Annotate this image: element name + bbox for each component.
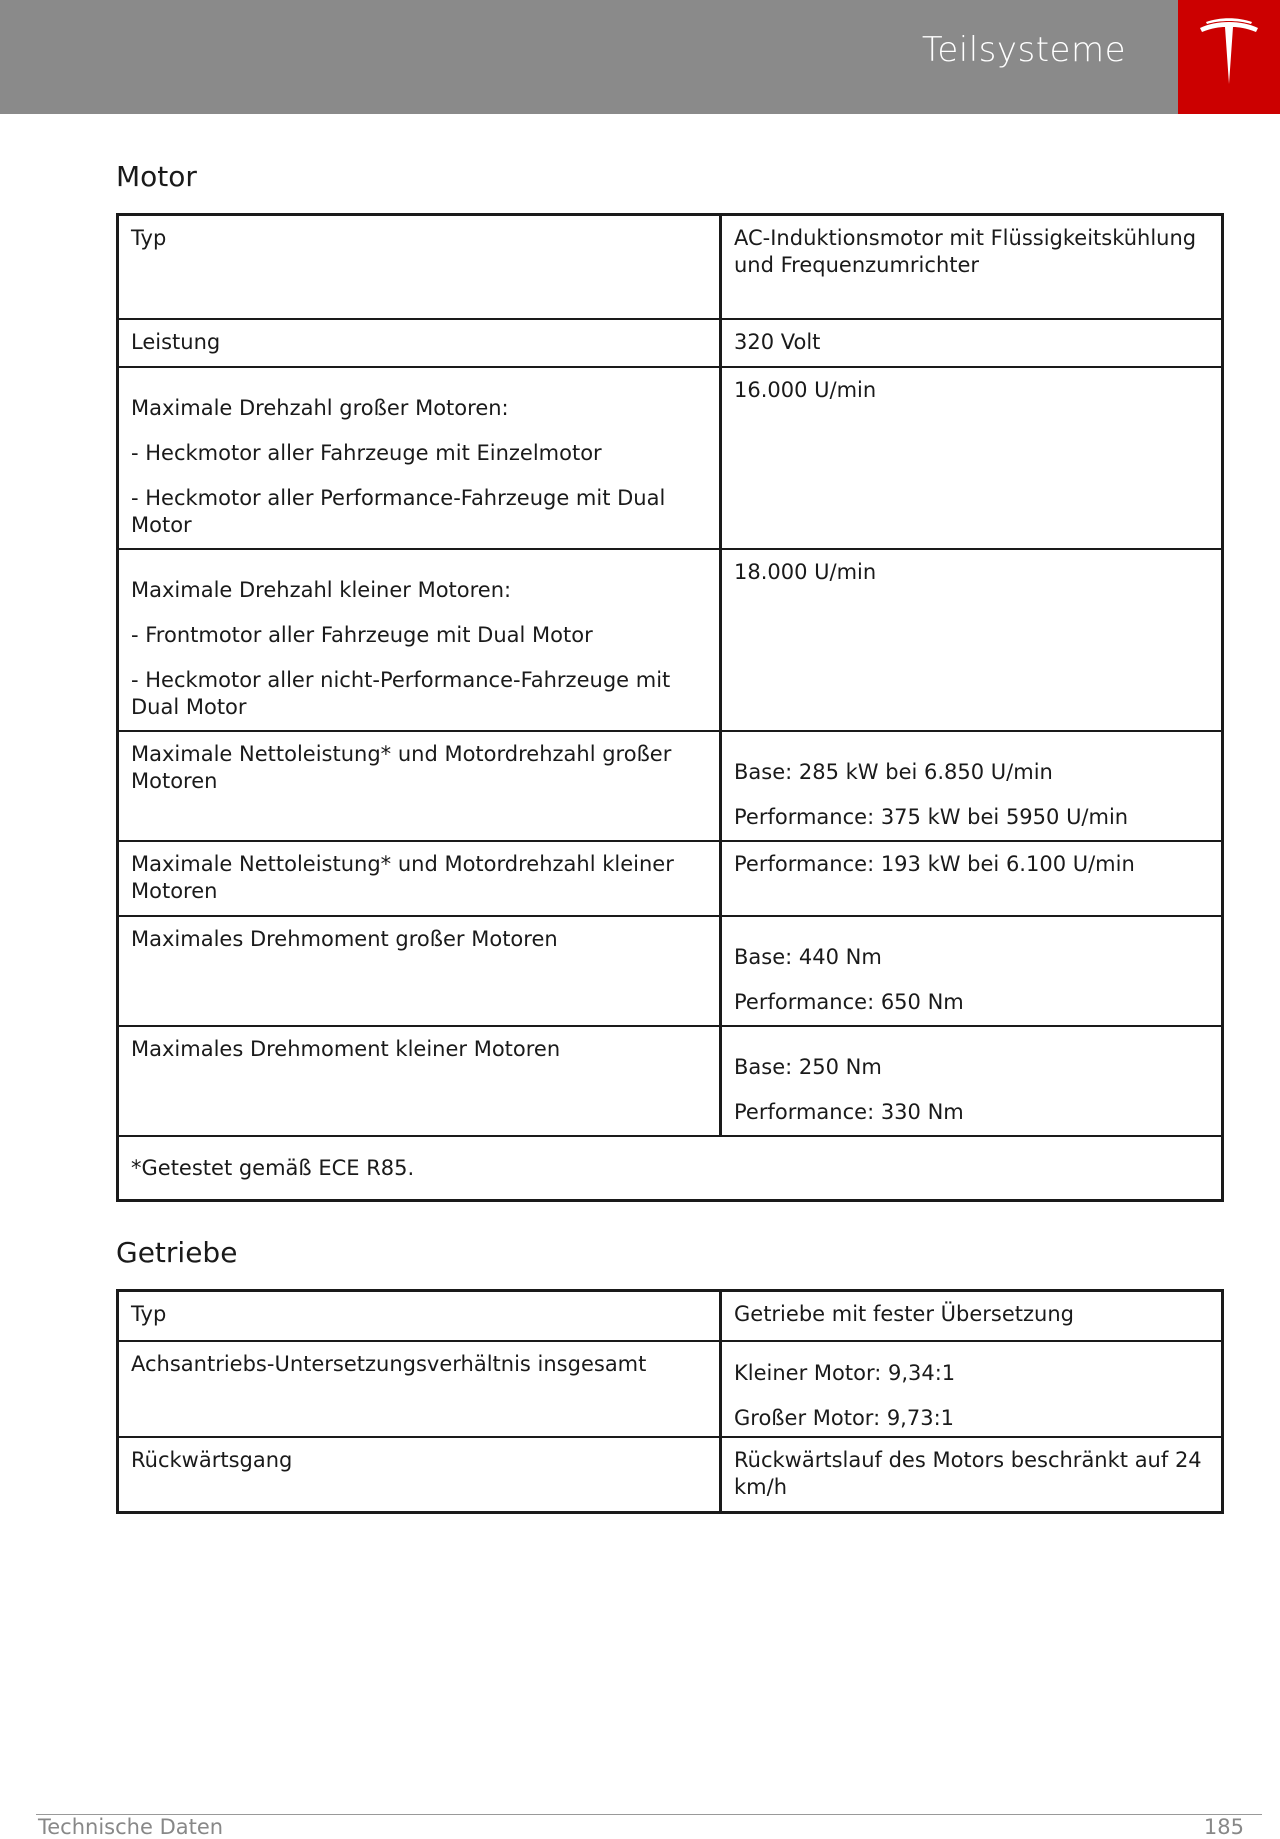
motor-value-cell (722, 842, 1221, 915)
motor-label-text: Maximale Nettoleistung* und Motordrehzahl kleiner Motoren (131, 852, 674, 903)
motor-label-text: Maximale Drehzahl kleiner Motoren: (131, 578, 512, 602)
motor-label-cell (119, 842, 722, 915)
motor-value-text: Performance: 650 Nm (734, 990, 964, 1014)
getriebe-value-cell (722, 1438, 1221, 1511)
motor-row (119, 366, 1221, 548)
motor-label-cell (119, 320, 722, 366)
footer-section-name: Technische Daten (38, 1815, 224, 1839)
motor-value-cell (722, 320, 1221, 366)
header-title: Teilsysteme (921, 30, 1126, 70)
page-number: 185 (1203, 1815, 1244, 1839)
motor-label-cell (119, 550, 722, 730)
motor-row (119, 318, 1221, 366)
motor-value-cell (722, 216, 1221, 318)
motor-value-cell (722, 368, 1221, 548)
motor-row (119, 548, 1221, 730)
motor-section-heading: Motor (116, 160, 197, 193)
getriebe-section-heading: Getriebe (116, 1236, 238, 1269)
brand-logo-box (1178, 0, 1280, 114)
getriebe-value-text: Kleiner Motor: 9,34:1 (734, 1361, 956, 1385)
getriebe-row (119, 1292, 1221, 1340)
getriebe-row (119, 1436, 1221, 1511)
getriebe-label-cell (119, 1342, 722, 1436)
getriebe-value-text: Rückwärtslauf des Motors beschränkt auf 24 km/h (734, 1448, 1202, 1499)
motor-value-text: 16.000 U/min (734, 378, 877, 402)
motor-spec-table (116, 213, 1224, 1202)
getriebe-label-text: Rückwärtsgang (131, 1448, 293, 1472)
motor-value-cell (722, 550, 1221, 730)
motor-value-cell (722, 732, 1221, 840)
getriebe-label-text: Achsantriebs-Untersetzungsverhältnis insgesamt (131, 1352, 647, 1376)
motor-row (119, 915, 1221, 1025)
motor-value-cell (722, 917, 1221, 1025)
page-header (0, 0, 1280, 114)
motor-row (119, 730, 1221, 840)
motor-label-text: Leistung (131, 330, 221, 354)
motor-label-cell (119, 368, 722, 548)
motor-label-cell (119, 917, 722, 1025)
motor-value-cell (722, 1027, 1221, 1135)
getriebe-label-text: Typ (131, 1302, 167, 1326)
motor-value-text: Base: 250 Nm (734, 1055, 882, 1079)
motor-value-text: Performance: 375 kW bei 5950 U/min (734, 805, 1129, 829)
motor-value-text: AC-Induktionsmotor mit Flüssigkeitskühlung und Frequenzumrichter (734, 226, 1197, 277)
getriebe-value-cell (722, 1292, 1221, 1340)
motor-label-text: Maximale Drehzahl großer Motoren: (131, 396, 509, 420)
tesla-t-logo-icon (1198, 18, 1260, 88)
motor-footnote-row (119, 1135, 1221, 1199)
motor-label-text: Maximale Nettoleistung* und Motordrehzahl großer Motoren (131, 742, 672, 793)
getriebe-value-text: Großer Motor: 9,73:1 (734, 1406, 955, 1430)
motor-label-text: - Frontmotor aller Fahrzeuge mit Dual Motor (131, 623, 593, 647)
motor-value-text: Performance: 330 Nm (734, 1100, 964, 1124)
getriebe-value-text: Getriebe mit fester Übersetzung (734, 1302, 1074, 1326)
motor-label-text: Maximales Drehmoment großer Motoren (131, 927, 558, 951)
motor-row (119, 840, 1221, 915)
motor-row (119, 216, 1221, 318)
motor-label-cell (119, 1027, 722, 1135)
motor-value-text: Base: 285 kW bei 6.850 U/min (734, 760, 1053, 784)
motor-label-text: Typ (131, 226, 167, 250)
motor-row (119, 1025, 1221, 1135)
motor-value-text: Performance: 193 kW bei 6.100 U/min (734, 852, 1135, 876)
footnote-text: *Getestet gemäß ECE R85. (131, 1156, 415, 1180)
motor-value-text: 18.000 U/min (734, 560, 877, 584)
getriebe-value-cell (722, 1342, 1221, 1436)
motor-label-text: - Heckmotor aller Fahrzeuge mit Einzelmotor (131, 441, 602, 465)
motor-value-text: 320 Volt (734, 330, 821, 354)
motor-label-text: - Heckmotor aller Performance-Fahrzeuge mit Dual Motor (131, 486, 666, 537)
motor-label-text: - Heckmotor aller nicht-Performance-Fahrzeuge mit Dual Motor (131, 668, 671, 719)
motor-label-text: Maximales Drehmoment kleiner Motoren (131, 1037, 561, 1061)
motor-label-cell (119, 216, 722, 318)
getriebe-spec-table (116, 1289, 1224, 1514)
getriebe-label-cell (119, 1292, 722, 1340)
getriebe-row (119, 1340, 1221, 1436)
motor-label-cell (119, 732, 722, 840)
motor-value-text: Base: 440 Nm (734, 945, 882, 969)
getriebe-label-cell (119, 1438, 722, 1511)
